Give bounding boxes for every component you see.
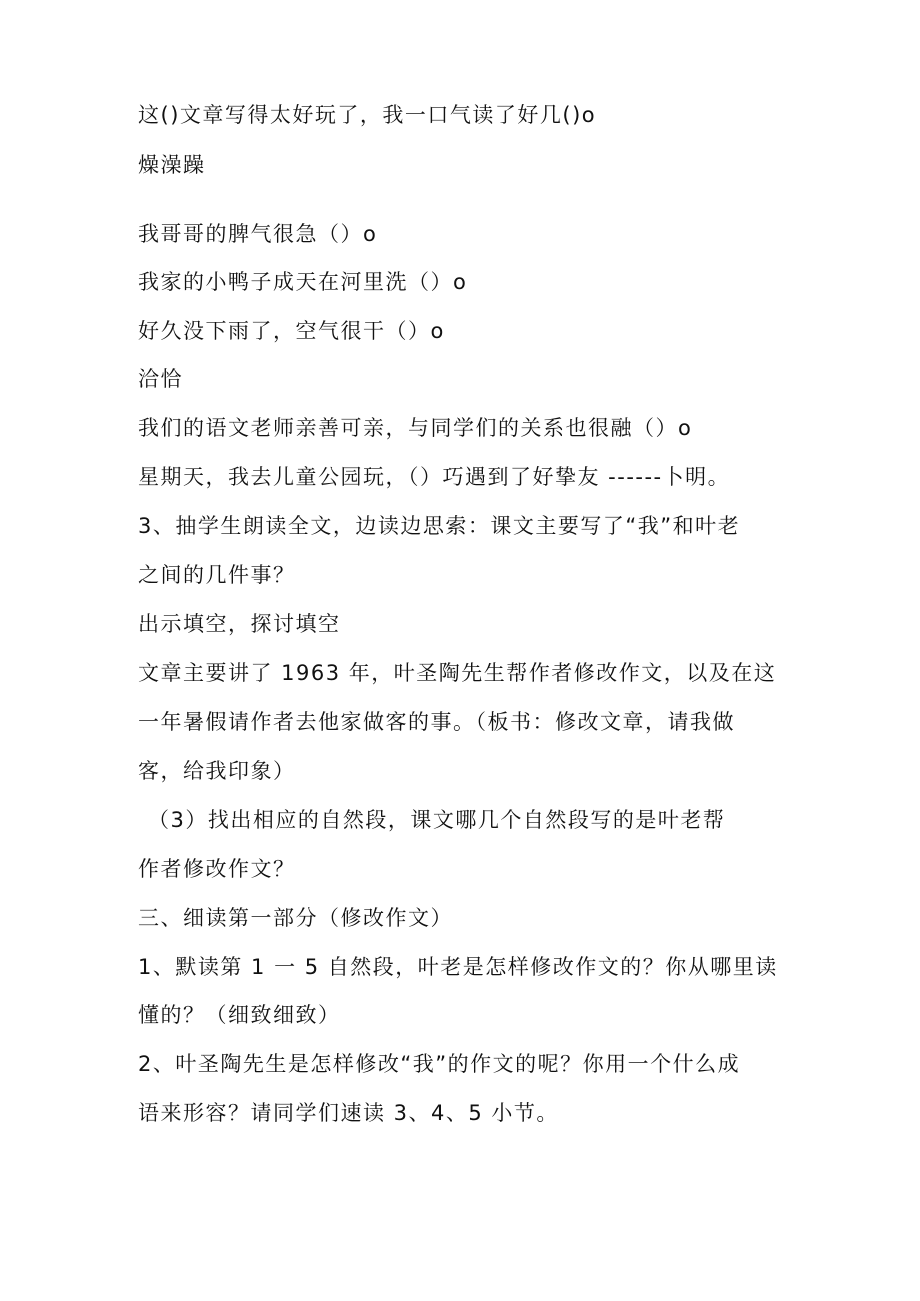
text-line: 懂的？（细致细致） <box>138 1003 341 1027</box>
text-line: 1、默读第 1 一 5 自然段，叶老是怎样修改作文的？你从哪里读 <box>138 955 778 979</box>
text-line: 出示填空，探讨填空 <box>138 612 341 636</box>
text-line: 3、抽学生朗读全文，边读边思索：课文主要写了“我”和叶老 <box>138 514 741 538</box>
text-line: 客，给我印象） <box>138 759 296 783</box>
text-line: 文章主要讲了 1963 年，叶圣陶先生帮作者修改作文，以及在这 <box>138 661 777 685</box>
text-line: 三、细读第一部分（修改作文） <box>138 906 453 930</box>
text-line: 我哥哥的脾气很急（）o <box>138 222 378 246</box>
text-line: 之间的几件事？ <box>138 563 296 587</box>
text-line: 星期天，我去儿童公园玩，（）巧遇到了好挚友 ------卜明。 <box>138 465 731 489</box>
text-line: 好久没下雨了，空气很干（）o <box>138 319 445 343</box>
text-line: （3）找出相应的自然段，课文哪几个自然段写的是叶老帮 <box>148 808 726 832</box>
text-line: 2、叶圣陶先生是怎样修改“我”的作文的呢？你用一个什么成 <box>138 1052 741 1076</box>
text-line: 洽恰 <box>138 367 183 391</box>
text-line: 语来形容？请同学们速读 3、4、5 小节。 <box>138 1101 559 1125</box>
text-line: 燥澡躁 <box>138 153 206 177</box>
text-line: 我家的小鸭子成天在河里洗（）o <box>138 270 468 294</box>
text-line: 这()文章写得太好玩了，我一口气读了好几()o <box>138 103 597 127</box>
text-line: 作者修改作文？ <box>138 857 296 881</box>
text-line: 一年暑假请作者去他家做客的事。（板书：修改文章，请我做 <box>138 710 735 734</box>
text-line: 我们的语文老师亲善可亲，与同学们的关系也很融（）o <box>138 416 693 440</box>
